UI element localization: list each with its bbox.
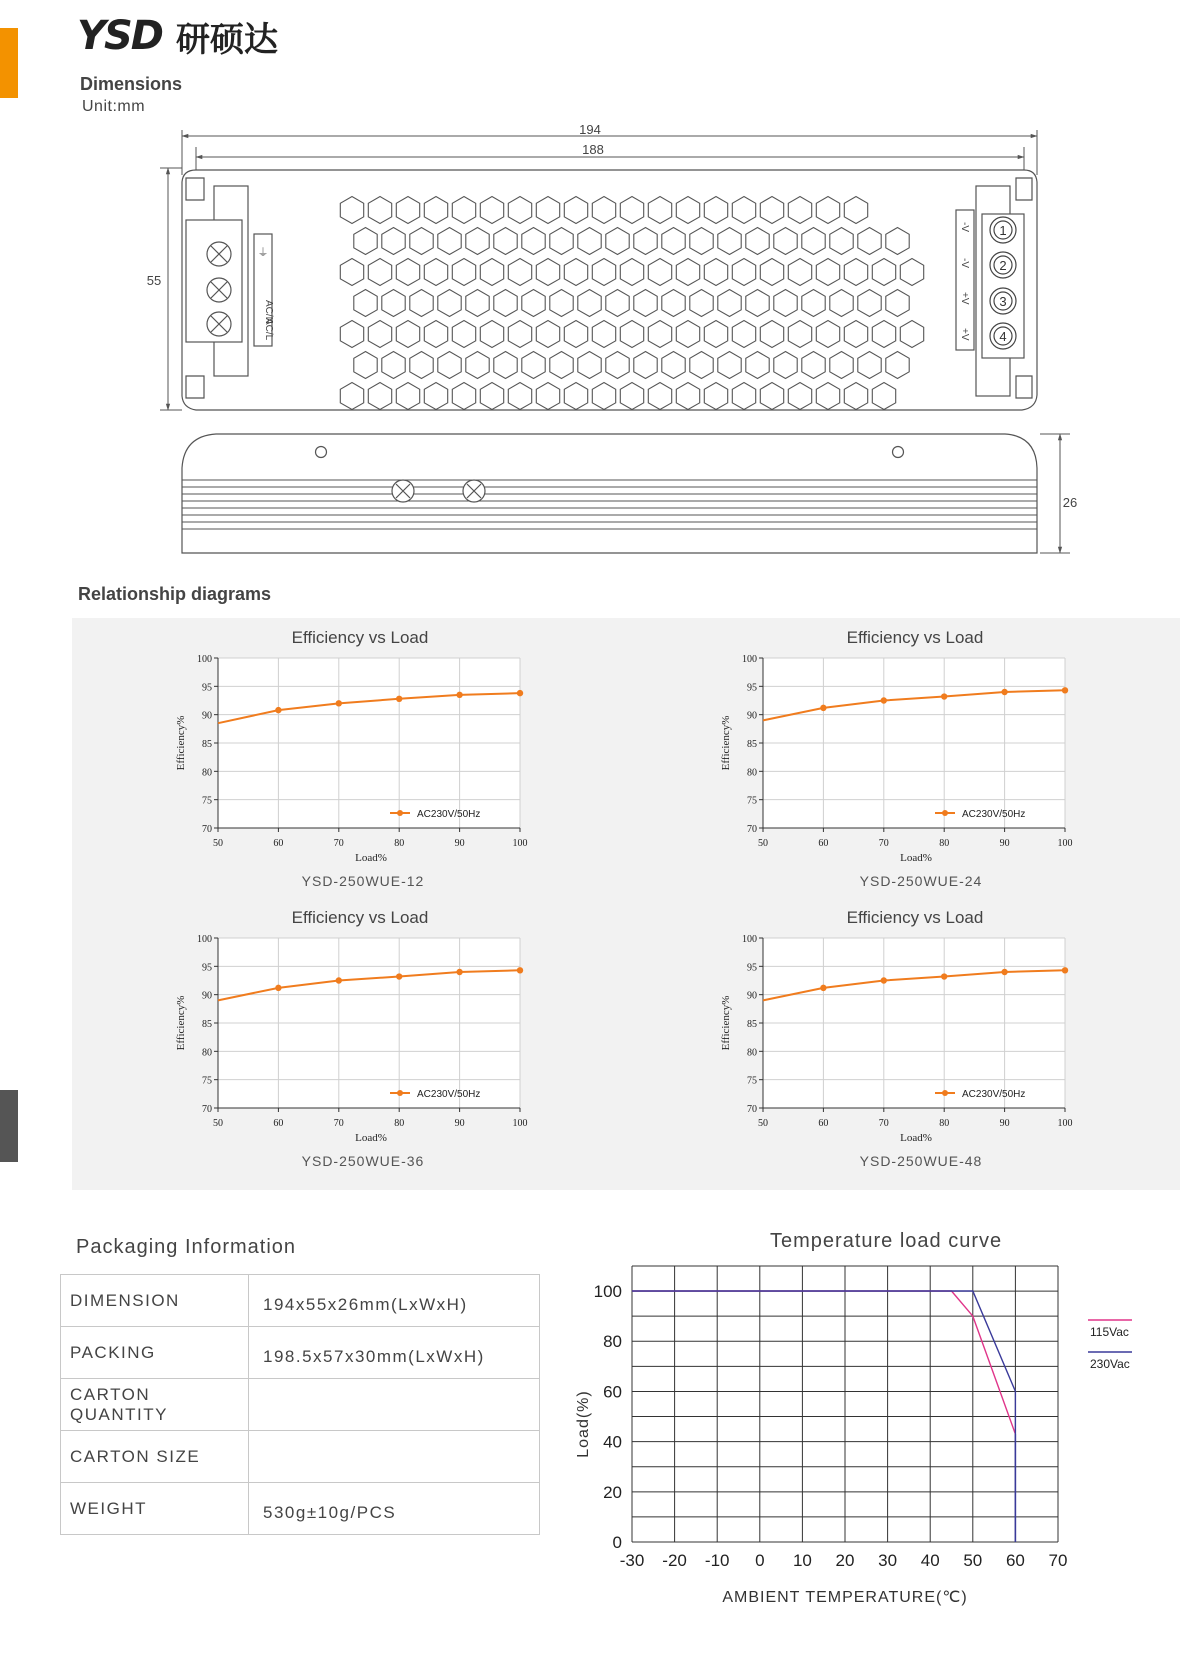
chart-title: Efficiency vs Load <box>846 628 984 647</box>
x-tick-label: 70 <box>333 1118 344 1129</box>
legend-label: AC230V/50Hz <box>417 1089 481 1100</box>
x-tick-label: 0 <box>755 1551 765 1570</box>
x-tick-label: 60 <box>818 1118 829 1129</box>
chart-title: Efficiency vs Load <box>291 908 429 927</box>
output-label-3: +V <box>959 292 970 305</box>
x-tick-label: 30 <box>878 1551 898 1570</box>
row-label: CARTON QUANTITY <box>61 1379 249 1431</box>
y-tick-label: 90 <box>747 990 757 1002</box>
legend-marker <box>942 810 948 816</box>
row-value <box>249 1379 540 1431</box>
x-tick-label: 100 <box>1057 838 1073 849</box>
y-tick-label: 75 <box>202 795 212 807</box>
x-tick-label: 100 <box>512 838 528 849</box>
data-point <box>941 693 947 699</box>
x-axis-label: Load% <box>900 1132 932 1144</box>
y-tick-label: 95 <box>747 962 757 974</box>
legend-label: AC230V/50Hz <box>962 1089 1026 1100</box>
x-tick-label: 60 <box>273 838 284 849</box>
y-axis-label: Load(%) <box>575 1390 592 1458</box>
table-row <box>61 1275 540 1327</box>
dimension-drawing <box>0 0 1200 570</box>
data-point <box>275 707 281 713</box>
data-point <box>456 969 462 975</box>
legend-marker <box>397 1090 403 1096</box>
x-tick-label: 80 <box>939 838 950 849</box>
y-tick-label: 85 <box>747 739 757 750</box>
y-tick-label: 85 <box>747 1019 757 1030</box>
logo-mark: YSD <box>77 13 162 59</box>
y-tick-label: 20 <box>603 1482 622 1502</box>
row-label: CARTON SIZE <box>61 1431 249 1483</box>
chart-model: YSD-250WUE-36 <box>301 1153 425 1169</box>
x-tick-label: 90 <box>999 838 1010 849</box>
series-line <box>632 1291 1015 1434</box>
legend-marker <box>397 810 403 816</box>
y-tick-label: 80 <box>747 1047 757 1059</box>
y-axis-label: Efficiency% <box>720 995 732 1051</box>
y-tick-label: 100 <box>197 934 212 945</box>
x-tick-label: 70 <box>1048 1551 1068 1570</box>
y-tick-label: 0 <box>612 1533 622 1552</box>
y-axis-label: Efficiency% <box>175 995 187 1051</box>
y-tick-label: 90 <box>747 710 757 722</box>
chart-model: YSD-250WUE-24 <box>859 873 983 889</box>
y-tick-label: 95 <box>202 682 212 694</box>
legend-marker <box>942 1090 948 1096</box>
output-number-3: 3 <box>999 294 1007 309</box>
y-tick-label: 75 <box>747 795 757 807</box>
y-tick-label: 100 <box>593 1282 622 1301</box>
x-tick-label: 50 <box>758 838 768 849</box>
y-tick-label: 80 <box>202 767 212 779</box>
legend-label: 115Vac <box>1090 1325 1129 1339</box>
legend-label: AC230V/50Hz <box>962 809 1026 820</box>
data-point <box>396 696 402 702</box>
row-label: DIMENSION <box>61 1275 249 1327</box>
output-number-1: 1 <box>999 223 1007 238</box>
y-tick-label: 95 <box>747 682 757 694</box>
data-point <box>396 973 402 979</box>
data-point <box>517 967 523 973</box>
y-axis-label: Efficiency% <box>720 715 732 771</box>
x-tick-label: 90 <box>454 838 465 849</box>
data-point <box>820 705 826 711</box>
efficiency-chart-1 <box>160 622 540 892</box>
chart-title: Efficiency vs Load <box>846 908 984 927</box>
x-tick-label: 20 <box>835 1551 855 1570</box>
legend-label: 230Vac <box>1090 1357 1130 1371</box>
data-point <box>1062 967 1068 973</box>
temperature-heading: Temperature load curve <box>770 1230 1003 1252</box>
data-point <box>275 985 281 991</box>
x-tick-label: 80 <box>394 1118 405 1129</box>
data-point <box>881 977 887 983</box>
x-axis-label: AMBIENT TEMPERATURE(℃) <box>722 1589 968 1606</box>
x-tick-label: 90 <box>999 1118 1010 1129</box>
x-tick-label: 70 <box>878 1118 889 1129</box>
y-tick-label: 75 <box>202 1075 212 1087</box>
accent-bar-grey <box>0 1090 18 1162</box>
data-point <box>941 973 947 979</box>
row-value: 194x55x26mm(LxWxH) <box>249 1275 540 1327</box>
x-tick-label: 40 <box>920 1551 940 1570</box>
table-row <box>61 1431 540 1483</box>
logo-name: 研硕达 <box>175 19 278 60</box>
y-tick-label: 75 <box>747 1075 757 1087</box>
efficiency-chart-2 <box>705 622 1085 892</box>
y-tick-label: 70 <box>202 1104 212 1115</box>
packaging-table <box>60 1274 540 1535</box>
row-value <box>249 1431 540 1483</box>
y-tick-label: 70 <box>747 1104 757 1115</box>
row-value: 198.5x57x30mm(LxWxH) <box>249 1327 540 1379</box>
y-tick-label: 95 <box>202 962 212 974</box>
x-tick-label: 80 <box>394 838 405 849</box>
x-tick-label: 70 <box>878 838 889 849</box>
x-tick-label: 50 <box>963 1551 983 1570</box>
x-tick-label: 10 <box>792 1551 812 1570</box>
dim-height: 26 <box>1062 495 1078 510</box>
x-tick-label: 80 <box>939 1118 950 1129</box>
x-tick-label: 50 <box>213 1118 223 1129</box>
table-row <box>61 1379 540 1431</box>
x-tick-label: 100 <box>512 1118 528 1129</box>
data-point <box>336 977 342 983</box>
y-tick-label: 70 <box>202 824 212 835</box>
y-tick-label: 80 <box>603 1332 622 1352</box>
chart-title: Efficiency vs Load <box>291 628 429 647</box>
data-point <box>1001 689 1007 695</box>
y-tick-label: 90 <box>202 990 212 1002</box>
chart-model: YSD-250WUE-12 <box>301 873 425 889</box>
row-label: WEIGHT <box>61 1483 249 1535</box>
output-label-1: -V <box>959 222 970 232</box>
chart-model: YSD-250WUE-48 <box>859 1153 983 1169</box>
data-point <box>820 985 826 991</box>
terminal-label-acl: AC/L <box>263 318 274 341</box>
x-tick-label: 60 <box>1005 1551 1025 1570</box>
y-tick-label: 85 <box>202 1019 212 1030</box>
dimensions-heading: Dimensions <box>80 74 183 94</box>
x-tick-label: -10 <box>704 1551 730 1570</box>
y-tick-label: 80 <box>747 767 757 779</box>
dim-inner-length: 188 <box>582 142 604 157</box>
x-tick-label: 50 <box>213 838 223 849</box>
dim-width: 55 <box>146 273 162 288</box>
y-tick-label: 100 <box>742 654 757 665</box>
packaging-heading: Packaging Information <box>76 1236 297 1258</box>
x-axis-label: Load% <box>355 1132 387 1144</box>
x-tick-label: 70 <box>333 838 344 849</box>
data-point <box>456 692 462 698</box>
data-point <box>336 700 342 706</box>
row-value: 530g±10g/PCS <box>249 1483 540 1535</box>
row-label: PACKING <box>61 1327 249 1379</box>
data-point <box>1062 687 1068 693</box>
x-tick-label: -30 <box>619 1551 645 1570</box>
output-number-4: 4 <box>999 329 1007 344</box>
dimensions-unit: Unit:mm <box>82 98 146 115</box>
output-number-2: 2 <box>999 258 1007 273</box>
terminal-label-acn: AC/N <box>263 300 274 324</box>
data-point <box>517 690 523 696</box>
y-tick-label: 100 <box>742 934 757 945</box>
x-tick-label: 60 <box>818 838 829 849</box>
relationship-heading: Relationship diagrams <box>78 584 272 604</box>
data-point <box>1001 969 1007 975</box>
x-axis-label: Load% <box>900 852 932 864</box>
y-tick-label: 90 <box>202 710 212 722</box>
x-tick-label: 90 <box>454 1118 465 1129</box>
x-axis-label: Load% <box>355 852 387 864</box>
x-tick-label: 50 <box>758 1118 768 1129</box>
y-tick-label: 80 <box>202 1047 212 1059</box>
dim-overall-length: 194 <box>579 122 601 137</box>
output-label-2: -V <box>959 258 970 268</box>
ground-symbol: ⏚ <box>257 246 269 259</box>
x-tick-label: 100 <box>1057 1118 1073 1129</box>
table-row <box>61 1483 540 1535</box>
y-tick-label: 100 <box>197 654 212 665</box>
efficiency-chart-4 <box>705 902 1085 1172</box>
x-tick-label: -20 <box>662 1551 687 1570</box>
y-tick-label: 85 <box>202 739 212 750</box>
output-label-4: +V <box>959 328 970 341</box>
temperature-chart <box>575 1260 1200 1660</box>
y-tick-label: 60 <box>603 1382 622 1402</box>
efficiency-chart-3 <box>160 902 540 1172</box>
legend-label: AC230V/50Hz <box>417 809 481 820</box>
data-point <box>881 697 887 703</box>
y-tick-label: 70 <box>747 824 757 835</box>
y-tick-label: 40 <box>603 1432 622 1452</box>
x-tick-label: 60 <box>273 1118 284 1129</box>
table-row <box>61 1327 540 1379</box>
y-axis-label: Efficiency% <box>175 715 187 771</box>
